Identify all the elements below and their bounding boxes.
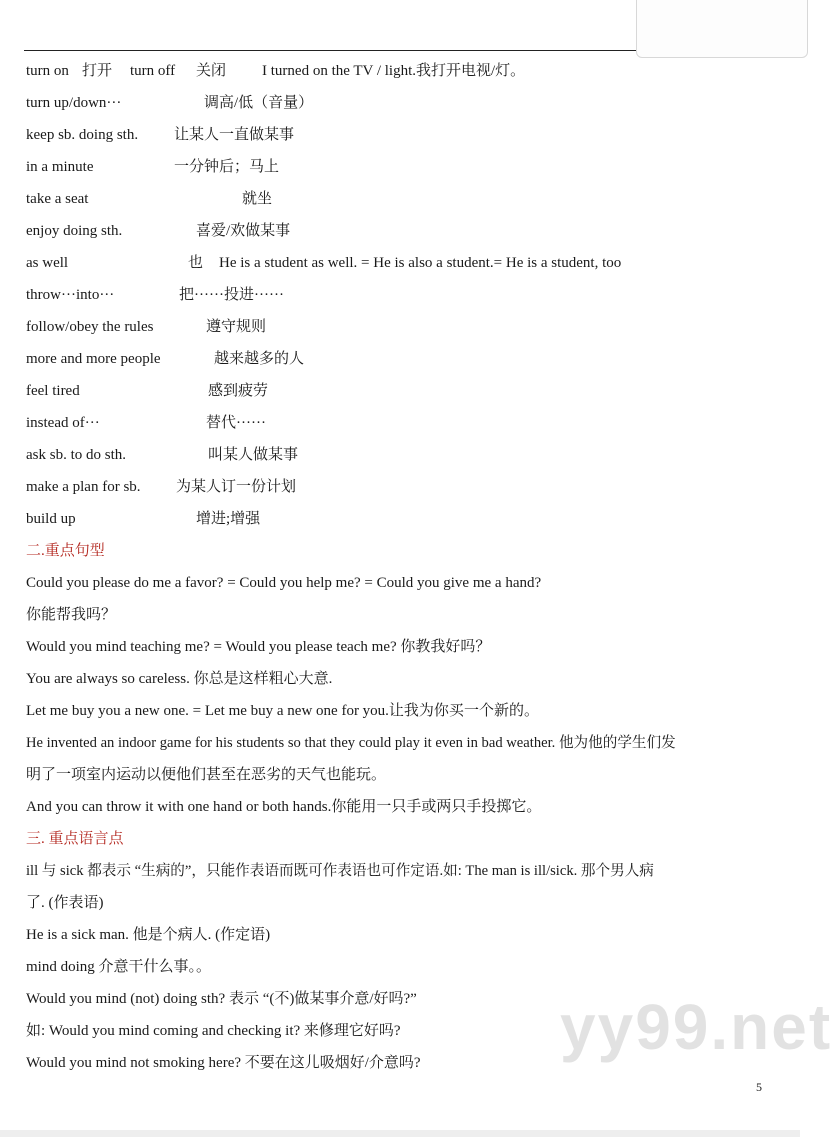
phrase-zh: 替代······ (206, 415, 266, 431)
phrase-en: throw···into··· (26, 287, 115, 303)
language-point-line: mind doing 介意干什么事。。 (26, 959, 212, 975)
phrase-en-2: turn off (130, 63, 176, 79)
language-point-line: Would you mind (not) doing sth? 表示 “(不)做某事介意/好吗?” (26, 991, 417, 1007)
phrase-en: feel tired (26, 383, 80, 399)
phrase-example: I turned on the TV / light.我打开电视/灯。 (262, 63, 526, 79)
bottom-edge (0, 1130, 800, 1137)
phrase-zh: 增进;增强 (196, 511, 261, 527)
phrase-en: more and more people (26, 351, 161, 367)
phrase-zh: 打开 (82, 63, 113, 79)
page-number: 5 (756, 1080, 762, 1094)
phrase-en: as well (26, 255, 69, 271)
phrase-en: turn up/down··· (26, 95, 122, 111)
phrase-en: make a plan for sb. (26, 479, 141, 495)
phrase-zh: 调高/低（音量） (204, 95, 314, 111)
watermark: yy99.net (560, 991, 832, 1063)
section-heading: 二.重点句型 (26, 543, 105, 559)
language-point-line: Would you mind not smoking here? 不要在这儿吸烟好/介意吗? (26, 1055, 421, 1071)
phrase-en: keep sb. doing sth. (26, 127, 139, 143)
phrase-zh: 把······投进······ (179, 287, 284, 303)
phrase-zh: 让某人一直做某事 (174, 127, 295, 143)
phrase-zh: 就坐 (242, 191, 273, 207)
phrase-en: in a minute (26, 159, 94, 175)
phrase-zh: 叫某人做某事 (208, 447, 299, 463)
sentence-line: Let me buy you a new one. = Let me buy a new one for you.让我为你买一个新的。 (26, 703, 539, 719)
sentence-line: He invented an indoor game for his students so that they could play it even in bad weather. 他为他的学生们发 (26, 735, 676, 751)
phrase-zh: 感到疲劳 (208, 383, 269, 399)
section-heading: 三. 重点语言点 (26, 831, 124, 847)
phrase-zh: 为某人订一份计划 (176, 479, 297, 495)
phrase-en: enjoy doing sth. (26, 223, 123, 239)
phrase-en: follow/obey the rules (26, 319, 154, 335)
phrase-zh-2: 关闭 (196, 63, 227, 79)
language-point-line: 了. (作表语) (26, 895, 104, 911)
language-point-line: ill 与 sick 都表示 “生病的”，只能作表语而既可作表语也可作定语.如: The man is ill/sick. 那个男人病 (26, 863, 654, 879)
phrase-en: turn on (26, 63, 69, 79)
phrase-zh: 越来越多的人 (214, 351, 305, 367)
sentence-line: Could you please do me a favor? = Could you help me? = Could you give me a hand? (26, 575, 542, 591)
language-point-line: He is a sick man. 他是个病人. (作定语) (26, 927, 271, 943)
sentence-line: And you can throw it with one hand or both hands.你能用一只手或两只手投掷它。 (26, 799, 542, 815)
phrase-zh: 喜爱/欢做某事 (196, 223, 291, 239)
sentence-line: You are always so careless. 你总是这样粗心大意. (26, 671, 333, 687)
phrase-en: build up (26, 511, 76, 527)
sentence-line: 明了一项室内运动以便他们甚至在恶劣的天气也能玩。 (26, 767, 387, 783)
phrase-zh: 一分钟后；马上 (174, 159, 280, 175)
language-point-line: 如: Would you mind coming and checking it? 来修理它好吗? (26, 1023, 401, 1039)
phrase-en: ask sb. to do sth. (26, 447, 127, 463)
sentence-line: Would you mind teaching me? = Would you please teach me? 你教我好吗？ (26, 639, 491, 655)
header-corner-box (636, 0, 808, 58)
phrase-example: He is a student as well. = He is also a student.= He is a student, too (219, 255, 622, 271)
sentence-line: 你能帮我吗？ (26, 607, 117, 623)
phrase-zh: 遵守规则 (206, 319, 267, 335)
header-rule (24, 50, 636, 51)
phrase-zh: 也 (188, 255, 204, 271)
phrase-en: instead of··· (26, 415, 100, 431)
phrase-en: take a seat (26, 191, 89, 207)
